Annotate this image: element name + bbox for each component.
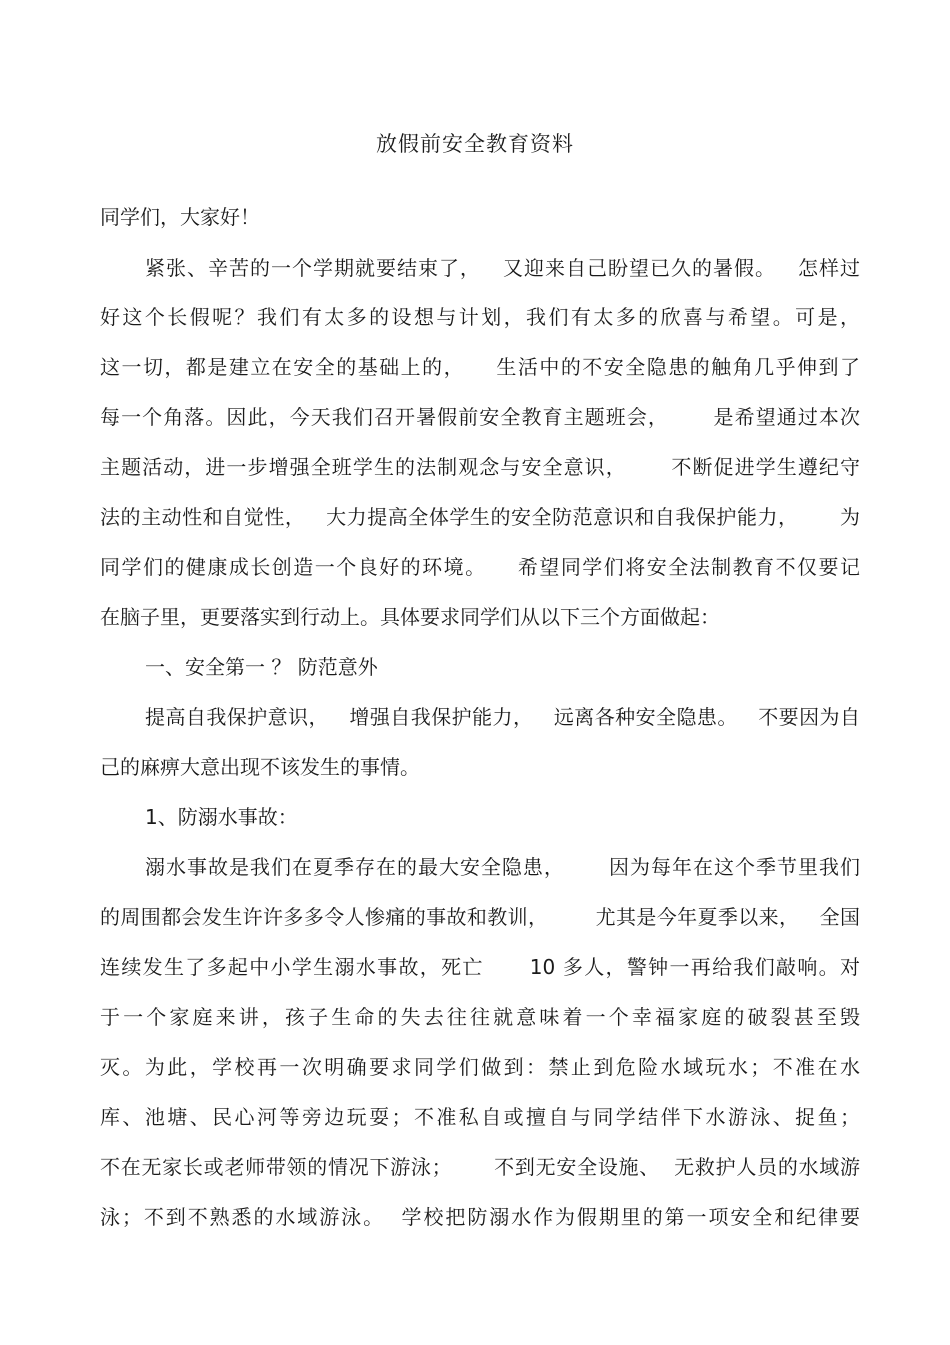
body-line: 的周围都会发生许许多多令人惨痛的事故和教训， 尤其是今年夏季以来， 全国	[100, 905, 860, 929]
body-line: 连续发生了多起中小学生溺水事故，死亡 10 多人，警钟一再给我们敲响。对	[100, 955, 860, 979]
body-line: 提高自我保护意识， 增强自我保护能力， 远离各种安全隐患。 不要因为自	[145, 705, 860, 729]
subsection-heading: 1、防溺水事故：	[145, 805, 298, 829]
body-line: 主题活动，进一步增强全班学生的法制观念与安全意识， 不断促进学生遵纪守	[100, 455, 860, 479]
body-line: 在脑子里，更要落实到行动上。具体要求同学们从以下三个方面做起：	[100, 605, 720, 629]
body-line: 库、池塘、民心河等旁边玩耍；不准私自或擅自与同学结伴下水游泳、捉鱼；	[100, 1105, 860, 1129]
document-title: 放假前安全教育资料	[376, 132, 574, 156]
body-line: 这一切，都是建立在安全的基础上的， 生活中的不安全隐患的触角几乎伸到了	[100, 355, 860, 379]
body-line: 溺水事故是我们在夏季存在的最大安全隐患， 因为每年在这个季节里我们	[145, 855, 860, 879]
body-line: 泳；不到不熟悉的水域游泳。 学校把防溺水作为假期里的第一项安全和纪律要	[100, 1205, 860, 1229]
body-line: 己的麻痹大意出现不该发生的事情。	[100, 755, 420, 779]
body-line: 好这个长假呢？我们有太多的设想与计划，我们有太多的欣喜与希望。可是，	[100, 305, 860, 329]
greeting-line: 同学们，大家好！	[100, 205, 260, 229]
body-line: 紧张、辛苦的一个学期就要结束了， 又迎来自己盼望已久的暑假。 怎样过	[145, 256, 860, 280]
body-line: 不在无家长或老师带领的情况下游泳； 不到无安全设施、 无救护人员的水域游	[100, 1155, 860, 1179]
section-heading: 一、安全第一 ？ 防范意外	[145, 655, 378, 679]
body-line: 于一个家庭来讲，孩子生命的失去往往就意味着一个幸福家庭的破裂甚至毁	[100, 1005, 860, 1029]
body-line: 灭。为此，学校再一次明确要求同学们做到：禁止到危险水域玩水；不准在水	[100, 1055, 860, 1079]
body-line: 同学们的健康成长创造一个良好的环境。 希望同学们将安全法制教育不仅要记	[100, 555, 860, 579]
body-line: 法的主动性和自觉性， 大力提高全体学生的安全防范意识和自我保护能力， 为	[100, 505, 860, 529]
body-line: 每一个角落。因此，今天我们召开暑假前安全教育主题班会， 是希望通过本次	[100, 405, 860, 429]
